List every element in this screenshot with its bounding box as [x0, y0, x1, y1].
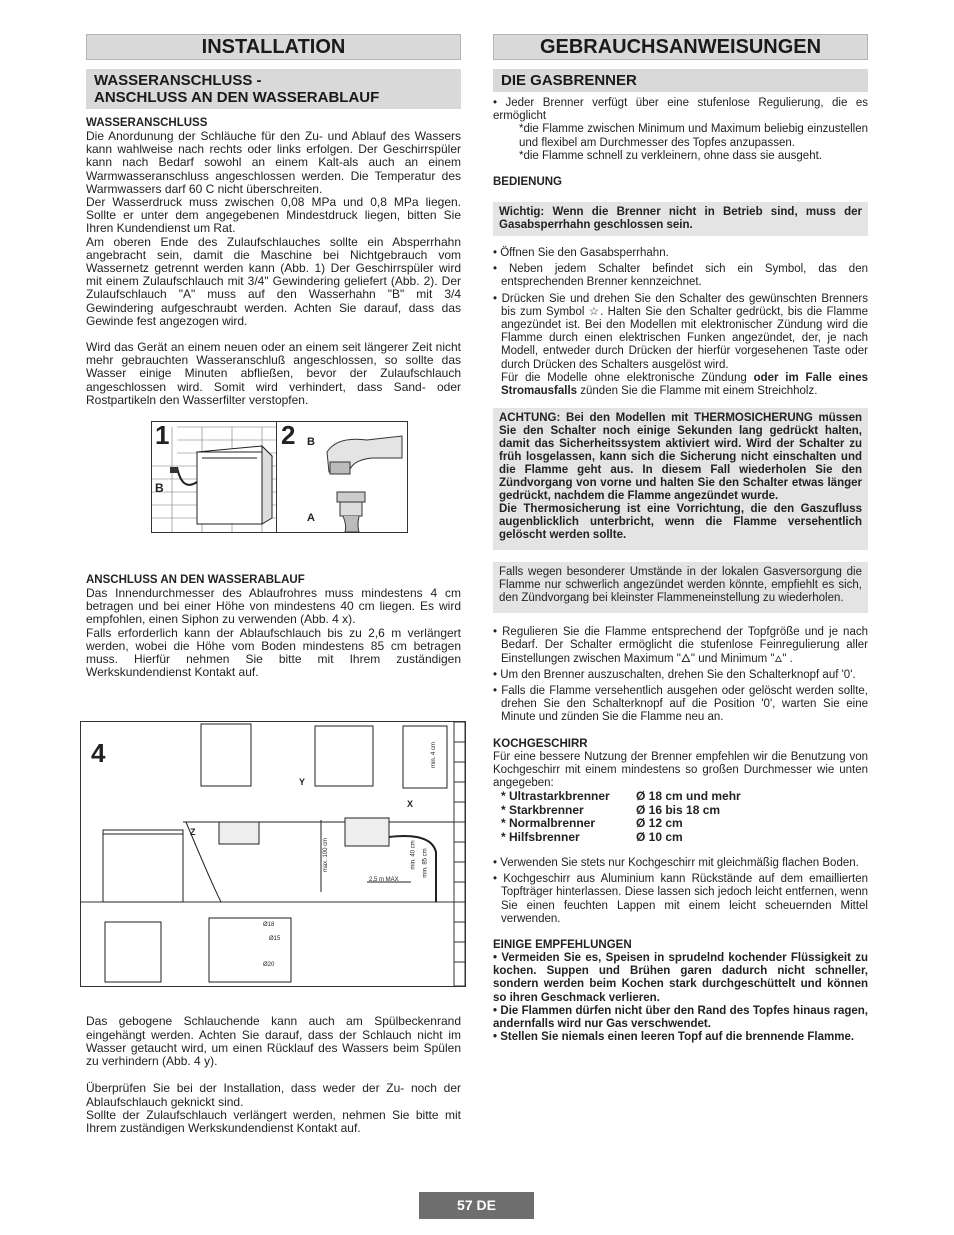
burner-size-row [493, 790, 868, 803]
bullet-flache-boden: • Verwenden Sie stets nur Kochgeschirr mit gleichmäßig flachen Boden. [493, 856, 859, 869]
bullet-aluminium: • Kochgeschirr aus Aluminium kann Rückstände auf dem emaillierten Topfträger hinterlassen. Diese lassen sich jedoch leicht entfernen, wenn Sie einen feuchten Lappen mit einem leicht scheuernden Mittel verwenden. [493, 873, 868, 925]
figure-1-label-b: B [155, 481, 164, 496]
gebrauchsanweisungen-header: GEBRAUCHSANWEISUNGEN [493, 34, 868, 60]
achtung-note [493, 408, 868, 550]
flame-min-icon: 🜂 [774, 653, 783, 664]
bedienung-title: BEDIENUNG [493, 176, 563, 189]
bullet-ausschalten: • Um den Brenner auszuschalten, drehen Sie den Schalterknopf auf '0'. [493, 668, 856, 681]
intro-sub-2: *die Flamme schnell zu verkleinern, ohne dass sie ausgeht. [519, 149, 822, 162]
bullet-regulieren-text-1: • Regulieren Sie die Flamme entsprechend der Topfgröße und je nach Bedarf. Der Schalter ermöglicht die stufenlose Feinregulierung aller Einstellungen zwischen Maximum " [493, 626, 868, 665]
figure-4-min-height: min. 40 cm [410, 840, 417, 871]
subheader-line2: ANSCHLUSS AN DEN WASSERABLAUF [94, 89, 380, 106]
burner-size-row [493, 804, 868, 817]
figure-4-label-z: Z [190, 827, 196, 838]
figure-4-max-height: max. 100 cm [323, 838, 330, 873]
drain-installation-illustration [81, 722, 465, 986]
figure-4-d15: Ø15 [269, 936, 281, 943]
tap-and-hose-illustration [277, 422, 407, 532]
installation-column [86, 34, 461, 1135]
bullet-druecken-text-3: Für die Modelle ohne elektronische Zündung [501, 371, 754, 384]
intro-sub-1: *die Flamme zwischen Minimum und Maximum beliebig einzustellen und flexibel am Durchmesser des Topfes anzupassen. [519, 123, 868, 149]
kochgeschirr-title: KOCHGESCHIRR [493, 737, 588, 750]
figure-4-min-height-4: min. 4 cm [431, 742, 438, 769]
burner-size: Ø 18 cm und mehr [636, 789, 741, 804]
wasseranschluss-paragraph-3: Am oberen Ende des Zulaufschlauches sollte ein Absperrhahn angebracht sein, damit die Maschine bei Nichtgebrauch vom Wassernetz getrennt werden kann (Abb. 1) Der Geschirrspüler wird mit einem Zulaufschlauch mit 3/4" Gewindering geliefert (Abb. 2). Der Zulaufschlauch "A" muss auf den Wasserhahn "B" mit 3/4 Gewindering aufgeschraubt werden. Achten Sie darauf, dass das Gewinde fest angezogen wird. [86, 234, 461, 328]
figure-4 [80, 721, 466, 987]
bullet-falls-flamme: • Falls die Flamme versehentlich ausgehen oder gelöscht werden sollte, drehen Sie den Schalterknopf auf die Position '0', warten Sie eine Minute und zünden Sie die Flamme neu an. [493, 685, 868, 724]
bullet-regulieren-text-3: " . [782, 652, 793, 665]
bullet-oeffnen: • Öffnen Sie den Gasabsperrhahn. [493, 247, 669, 260]
figure-2 [277, 422, 407, 532]
installation-header: INSTALLATION [86, 34, 461, 60]
gebrauchsanweisungen-column [493, 34, 868, 1044]
achtung-note-text: ACHTUNG: Bei den Modellen mit THERMOSICHERUNG müssen Sie den Schalter noch einige Sekunden lang gedrückt halten, damit das Sicherheitssystem aktiviert wird. Wird der Schalter zu früh losgelassen, kann sich die Sicherung nicht einschalten und die Flamme geht aus. In diesem Fall wiederholen Sie den Zündvorgang von vorne und halten Sie den Schalter etwas länger gedrückt, nachdem die Flamme angezündet wurde. [499, 412, 862, 503]
burner-size-row [493, 831, 868, 844]
bullet-druecken [493, 293, 868, 399]
zulaufschlauch-paragraph: Sollte der Zulaufschlauch verlängert werden, nehmen Sie bitte mit Ihrem zuständigen Werkskundendienst Kontakt auf. [86, 1107, 461, 1135]
wasseranschluss-paragraph-2: Der Wasserdruck muss zwischen 0,08 MPa und 0,8 MPa liegen. Sollte er unter dem angegebenen Mindestdruck liegen, bitten Sie Ihren Kundendienst um Rat. [86, 195, 461, 236]
empfehlung-2: • Die Flammen dürfen nicht über den Rand des Topfes hinaus ragen, andernfalls wird nur Gas verschwendet. [493, 1004, 868, 1030]
figure-1-number: 1 [155, 420, 170, 451]
wasserablauf-title: ANSCHLUSS AN DEN WASSERABLAUF [86, 574, 305, 587]
burner-size-row [493, 817, 868, 830]
burner-name: * Normalbrenner [501, 816, 596, 831]
bullet-regulieren-text-2: " und Minimum " [690, 652, 775, 665]
burner-size: Ø 12 cm [636, 816, 683, 831]
wasseranschluss-subheader [86, 69, 461, 109]
burner-name: * Ultrastarkbrenner [501, 789, 610, 804]
kochgeschirr-paragraph: Für eine bessere Nutzung der Brenner empfehlen wir die Benutzung von Kochgeschirr mit einem mindestens so großen Durchmesser wie unten angegeben: [493, 750, 868, 790]
wasseranschluss-paragraph-1: Die Anordunung der Schläuche für den Zu- und Ablauf des Wassers kann wahlweise nach rechts oder links erfolgen. Der Geschirrspüler kann nach Bedarf sowohl an einem Kalt-als auch an einem Warmwasseranschluss angeschlossen werden. Die Temperatur des Warmwassers darf 60 C nicht überschreiten. [86, 129, 461, 196]
schlauchende-paragraph: Das gebogene Schlauchende kann auch am Spülbeckenrand eingehängt werden. Achten Sie darauf, dass der Schlauch nicht im Wasser getaucht wird, um einen Rücklauf des Wassers beim Spülen zu verhindern (Abb. 4 y). [86, 1014, 461, 1069]
bullet-druecken-text-1: • Drücken Sie und drehen Sie den Schalter des gewünschten Brenners bis zum Symbol [493, 292, 868, 318]
figure-4-number: 4 [91, 738, 106, 769]
subheader-line1: WASSERANSCHLUSS - [94, 72, 262, 89]
figure-2-label-b: B [307, 436, 315, 449]
achtung-note-text-2: Die Thermosicherung ist eine Vorrichtung, die den Gaszufluss augenblicklich unterbricht, wenn die Flamme versehentlich gelöscht werden sollte. [499, 503, 862, 542]
wichtig-note: Wichtig: Wenn die Brenner nicht in Betrieb sind, muss der Gasabsperrhahn geschlossen sein. [493, 202, 868, 236]
wasseranschluss-title: WASSERANSCHLUSS [86, 117, 208, 129]
wasserablauf-paragraph-2: Falls erforderlich kann der Ablaufschlauch bis zu 2,6 m verlängert werden, wobei die Höhe vom Boden mindestens 85 cm betragen muss. Hierfür nehmen Sie bitte mit Ihrem zuständigen Werkskundendienst Kontakt auf. [86, 625, 461, 680]
bullet-druecken-bold: oder im Falle eines Stromausfalls [501, 371, 868, 398]
flame-max-icon: 🜂 [680, 652, 691, 665]
figure-1 [152, 422, 277, 532]
wasseranschluss-paragraph-4: Wird das Gerät an einem neuen oder an einem seit längerer Zeit nicht mehr gebrauchten Wasseranschluß angeschlossen, so sollte das Wasser einige Minuten abfließen, bevor der Zulaufschlauch angeschlossen wird. Somit wird verhindert, dass Sand- oder Rostpartikeln den Wasserfilter verstopfen. [86, 340, 461, 407]
spark-icon: ☆ [588, 305, 601, 318]
page-number: 57 DE [419, 1192, 534, 1219]
figure-1-2 [151, 421, 408, 533]
burner-size: Ø 10 cm [636, 829, 683, 844]
gasbrenner-subheader: DIE GASBRENNER [493, 69, 868, 92]
bullet-regulieren [493, 626, 868, 666]
burner-size-list [493, 790, 868, 844]
falls-note: Falls wegen besonderer Umstände in der lokalen Gasversorgung die Flamme nur schwerlich angezündet werden könnte, empfiehlt es sich, den Zündvorgang bei kleinster Flammeneinstellung zu wiederholen. [493, 562, 868, 613]
burner-size: Ø 16 bis 18 cm [636, 802, 721, 817]
figure-2-label-a: A [307, 512, 315, 525]
dishwasher-tap-illustration [152, 422, 276, 532]
wasserablauf-paragraph-1: Das Innendurchmesser des Ablaufrohres muss mindestens 4 cm betragen und bei einer Höhe von mindestens 40 cm liegen. Es wird empfohlen, einen Siphon zu verwenden (Abb. 4 x). [86, 586, 461, 627]
bullet-druecken-text-2: . Halten Sie den Schalter gedrückt, bis die Flamme angezündet ist. Bei den Modellen mit elektronischer Zündung wird die Flamme durch einen elektrischen Funken angezündet, der, je nach Modell, entweder durch Drücken der hierfür vorgesehenen Taste oder durch Drücken des Schalters ausgelöst wird. [501, 305, 869, 371]
figure-4-length: 2,5 m MAX [369, 877, 399, 884]
bullet-druecken-text-4: zünden Sie die Flamme mit einem Streichholz. [577, 385, 818, 398]
figure-4-d20: Ø20 [263, 962, 275, 969]
figure-4-min-height-85: min. 85 cm [422, 848, 429, 879]
burner-name: * Hilfsbrenner [501, 829, 580, 844]
bullet-symbol: • Neben jedem Schalter befindet sich ein Symbol, das den entsprechenden Brenner kennzeichnet. [493, 263, 868, 289]
empfehlungen-title: EINIGE EMPFEHLUNGEN [493, 938, 632, 951]
figure-4-d18: Ø18 [263, 922, 275, 929]
figure-4-label-x: X [407, 799, 414, 810]
empfehlung-3: • Stellen Sie niemals einen leeren Topf auf die brennende Flamme. [493, 1031, 855, 1044]
ueberpruefen-paragraph: Überprüfen Sie bei der Installation, dass weder der Zu- noch der Ablaufschlauch geknickt sind. [86, 1081, 461, 1109]
figure-4-label-y: Y [299, 777, 306, 788]
burner-name: * Starkbrenner [501, 802, 584, 817]
empfehlung-1: • Vermeiden Sie es, Speisen in sprudelnd kochender Flüssigkeit zu kochen. Suppen und Brühen garen dadurch nicht schneller, sondern werden beim Kochen stark durchgeschüttelt und können so ihren Geschmack verlieren. [493, 951, 868, 1004]
intro-bullet: • Jeder Brenner verfügt über eine stufenlose Regulierung, die es ermöglicht [493, 97, 868, 123]
figure-2-number: 2 [281, 420, 296, 451]
